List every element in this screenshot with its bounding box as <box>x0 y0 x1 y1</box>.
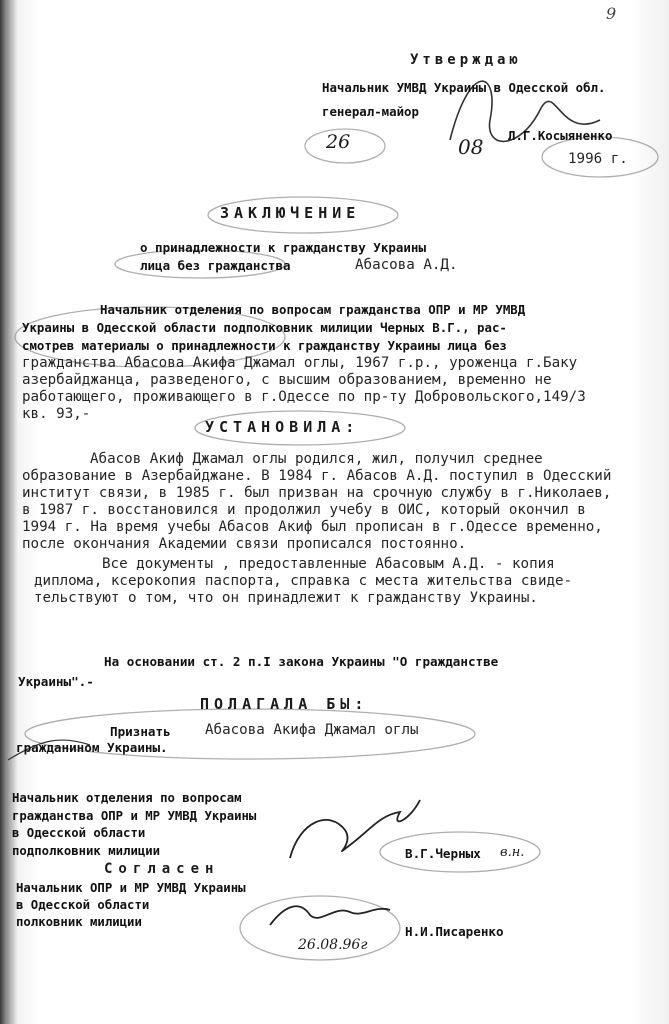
intro-line-4: гражданства Абасова Акифа Джамал оглы, 1967 г.р., уроженца г.Баку <box>22 355 578 371</box>
established-p1-line-4: в 1987 г. восстановился и продолжил учебу в ОИС, который окончил в <box>22 502 586 518</box>
established-p1-line-1: Абасов Акиф Джамал оглы родился, жил, получил среднее <box>90 451 543 467</box>
signatory1-line-1: Начальник отделения по вопросам <box>12 791 242 805</box>
established-p2-line-1: Все документы , предоставленные Абасовым А.Д. - копия <box>102 556 555 572</box>
approval-month: 08 <box>458 135 484 159</box>
approver-rank: генерал-майор <box>322 104 419 119</box>
pisarenko-signature <box>270 906 390 925</box>
subtitle-line2: лица без гражданства <box>140 258 291 273</box>
subtitle-person: Абасова А.Д. <box>355 257 458 273</box>
intro-line-2: Украины в Одесской области подполковник милиции Черных В.Г., рас- <box>22 320 507 335</box>
subtitle-line1: о принадлежности к гражданству Украины <box>140 240 426 255</box>
approval-day: 26 <box>326 131 351 153</box>
chernykh-signature <box>290 800 420 858</box>
intro-line-6: работающего, проживающего в г.Одессе по пр-ту Добровольского,149/3 <box>22 389 586 405</box>
approver-name: Л.Г.Косыяненко <box>508 128 613 143</box>
decision-label: Признать <box>110 724 171 739</box>
signatory1-line-4: подполковник милиции <box>12 844 161 858</box>
established-p1-line-2: образование в Азербайджане. В 1984 г. Абасов А.Д. поступил в Одесский <box>22 468 612 484</box>
established-p2-line-2: диплома, ксерокопия паспорта, справка с места жительства свиде- <box>34 573 573 589</box>
approver-position: Начальник УМВД Украины в Одесской обл. <box>322 80 606 95</box>
established-p1-line-5: 1994 г. На время учебы Абасов Акиф был прописан в г.Одессе временно, <box>22 519 603 535</box>
signatory1-line-3: в Одесской области <box>12 826 146 840</box>
decision-line-2: гражданином Украины. <box>16 740 168 755</box>
decision-name: Абасова Акифа Джамал оглы <box>205 722 419 738</box>
established-p2-line-3: тельствуют о том, что он принадлежит к гражданству Украины. <box>34 590 538 606</box>
signatory2-name: Н.И.Писаренко <box>405 924 504 939</box>
intro-line-3: смотрев материалы о принадлежности к гражданству Украины лица без <box>22 338 507 353</box>
approved-label: Утверждаю <box>410 52 522 68</box>
signatory1-name: В.Г.Черных <box>405 846 481 861</box>
signatory1-line-2: гражданства ОПР и МР УМВД Украины <box>12 809 257 823</box>
basis-line-2: Украины".- <box>18 674 94 689</box>
established-p1-line-6: после окончания Академии связи прописался постоянно. <box>22 536 467 552</box>
intro-line-1: Начальник отделения по вопросам гражданства ОПР и МР УМВД <box>100 302 526 317</box>
page-number: 9 <box>606 4 617 23</box>
established-heading: УСТАНОВИЛА: <box>205 418 360 436</box>
decision-heading: ПОЛАГАЛА БЫ: <box>200 695 369 713</box>
signatory2-line-3: полковник милиции <box>16 915 142 929</box>
document-title: ЗАКЛЮЧЕНИЕ <box>220 204 361 222</box>
signatory2-line-1: Начальник ОПР и МР УМВД Украины <box>16 881 246 895</box>
established-p1-line-3: институт связи, в 1985 г. был призван на срочную службу в г.Николаев, <box>22 485 612 501</box>
handwritten-date: 26.08.96г <box>298 937 368 953</box>
approval-year: 1996 г. <box>568 151 628 167</box>
basis-line-1: На основании ст. 2 п.I закона Украины "О гражданстве <box>104 654 499 669</box>
signatory1-note: в.н. <box>500 845 525 860</box>
intro-line-7: кв. 93,- <box>22 406 91 422</box>
agreed-label: Согласен <box>104 861 220 877</box>
intro-line-5: азербайджанца, разведеного, с высшим образованием, временно не <box>22 372 552 388</box>
signatory2-line-2: в Одесской области <box>16 898 150 912</box>
